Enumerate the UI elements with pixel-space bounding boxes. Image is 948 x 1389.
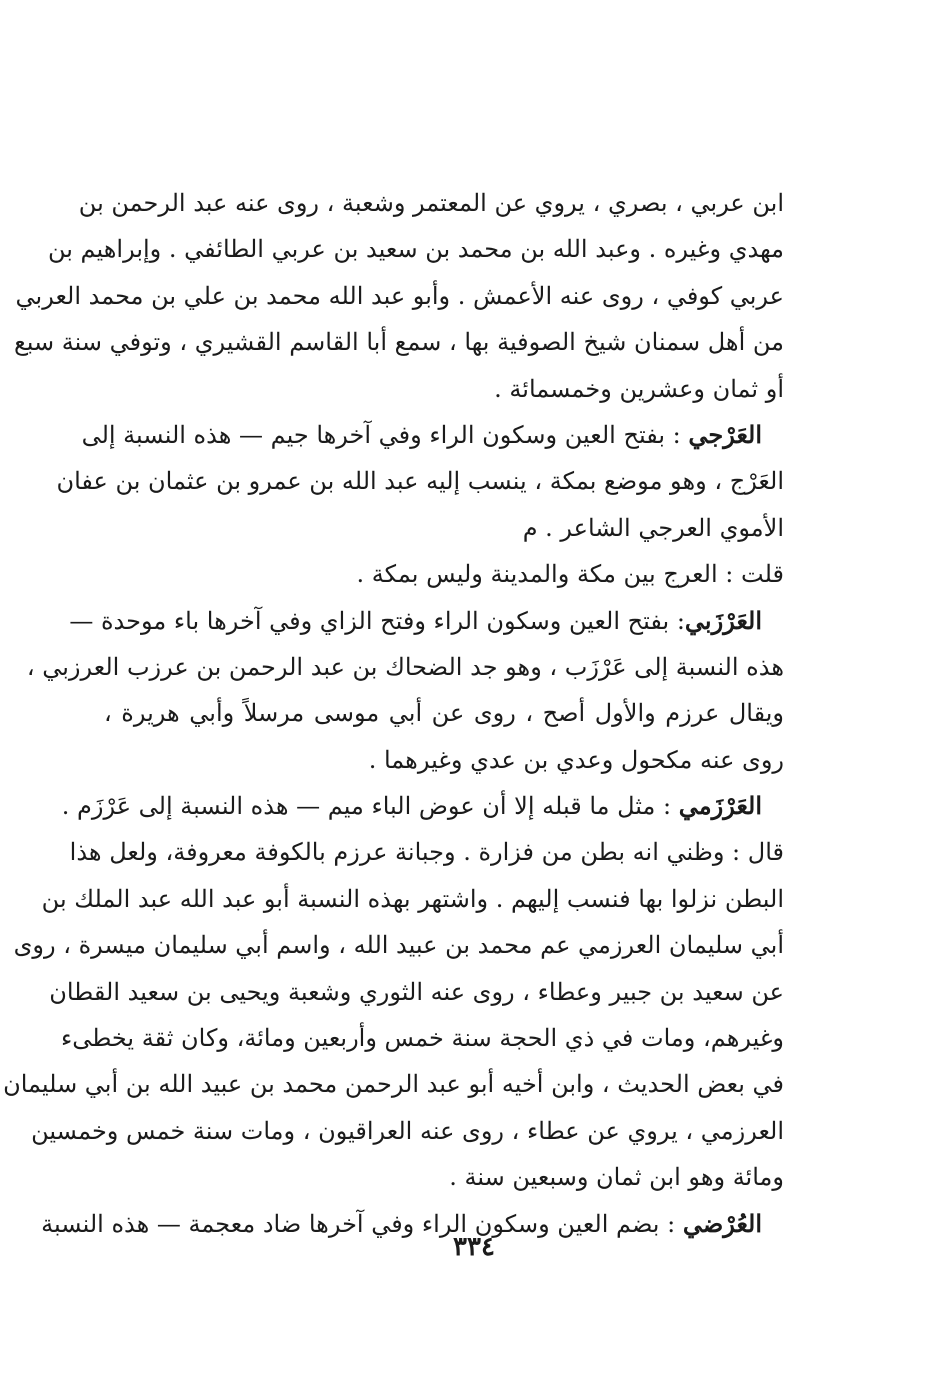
text-line — [60, 1015, 784, 1061]
text-line — [104, 366, 784, 412]
text-line — [14, 319, 784, 365]
entry-heading: العَرْزَبي — [684, 605, 762, 635]
text-line — [13, 922, 784, 968]
text-line — [41, 876, 784, 922]
line-text: البطن نزلوا بها فنسب إليهم . واشتهر بهذه النسبة أبو عبد الله عبد الملك بن — [41, 884, 784, 913]
line-text: العَرْج ، وهو موضع بمكة ، ينسب إليه عبد الله بن عمرو بن عثمان بن عفان — [56, 467, 784, 496]
text-line — [26, 644, 784, 690]
line-text: قلت : العرج بين مكة والمدينة وليس بمكة . — [356, 560, 784, 589]
entry-heading: العَرْجي — [688, 419, 762, 449]
text-line — [61, 783, 784, 829]
line-text: روى عنه مكحول وعدي بن عدي وغيرهما . — [368, 745, 784, 774]
line-text: ويقال عرزم والأول أصح ، روى عن أبي موسى مرسلاً وأبي هريرة ، — [104, 699, 784, 728]
entry-heading: العُرْضي — [682, 1208, 762, 1238]
line-text: هذه النسبة إلى عَرْزَب ، وهو جد الضحاك بن عبد الرحمن بن عرزب العرزبي ، — [26, 652, 784, 681]
line-text: في بعض الحديث ، وابن أخيه أبو عبد الرحمن محمد بن عبيد الله بن أبي سليمان — [3, 1070, 784, 1099]
text-line — [15, 273, 784, 319]
entry-heading: العَرْزَمي — [678, 791, 762, 821]
text-line — [69, 829, 784, 875]
text-line — [3, 1061, 784, 1107]
line-text: مهدي وغيره . وعبد الله بن محمد بن سعيد بن عربي الطائفي . وإبراهيم بن — [47, 235, 784, 264]
text-line — [81, 412, 784, 458]
line-text: قال : وظني انه بطن من فزارة . وجبانة عرزم بالكوفة معروفة، ولعل هذا — [69, 838, 784, 867]
text-line — [104, 690, 784, 736]
line-text: عربي كوفي ، روى عنه الأعمش . وأبو عبد الله محمد بن علي بن محمد العربي — [15, 281, 784, 310]
text-line — [78, 180, 784, 226]
line-text: : بفتح العين وسكون الراء وفي آخرها جيم — هذه النسبة إلى — [81, 420, 689, 449]
line-text: وغيرهم، ومات في ذي الحجة سنة خمس وأربعين ومائة، وكان ثقة يخطىء — [60, 1024, 784, 1053]
text-line — [104, 505, 784, 551]
text-line — [104, 737, 784, 783]
text-line — [69, 598, 784, 644]
text-line — [104, 1154, 784, 1200]
line-text: أو ثمان وعشرين وخمسمائة . — [494, 374, 784, 403]
line-text: أبي سليمان العرزمي عم محمد بن عبيد الله ، واسم أبي سليمان ميسرة ، روى — [13, 931, 784, 960]
line-text: ومائة وهو ابن ثمان وسبعين سنة . — [449, 1163, 784, 1192]
body-text — [3, 180, 784, 1247]
line-text: عن سعيد بن جبير وعطاء ، روى عنه الثوري وشعبة ويحيى بن سعيد القطان — [49, 977, 784, 1006]
line-text: العرزمي ، يروي عن عطاء ، روى عنه العراقيون ، ومات سنة خمس وخمسين — [31, 1116, 784, 1145]
text-line — [49, 969, 784, 1015]
line-text: : مثل ما قبله إلا أن عوض الباء ميم — هذه النسبة إلى عَرْزَم . — [61, 792, 679, 821]
text-line — [56, 458, 784, 504]
text-line — [104, 551, 784, 597]
text-line — [31, 1108, 784, 1154]
line-text: من أهل سمنان شيخ الصوفية بها ، سمع أبا القاسم القشيري ، وتوفي سنة سبع — [14, 328, 784, 357]
line-text: ابن عربي ، بصري ، يروي عن المعتمر وشعبة ، روى عنه عبد الرحمن بن — [78, 189, 784, 217]
text-line — [47, 226, 784, 272]
line-text: : بفتح العين وسكون الراء وفتح الزاي وفي آخرها باء موحدة — — [69, 606, 685, 635]
line-text: : بضم العين وسكون الراء وفي آخرها ضاد معجمة — هذه النسبة — [41, 1209, 683, 1238]
page-number: ٣٣٤ — [453, 1232, 495, 1262]
line-text: الأموي العرجي الشاعر . م — [522, 513, 784, 542]
